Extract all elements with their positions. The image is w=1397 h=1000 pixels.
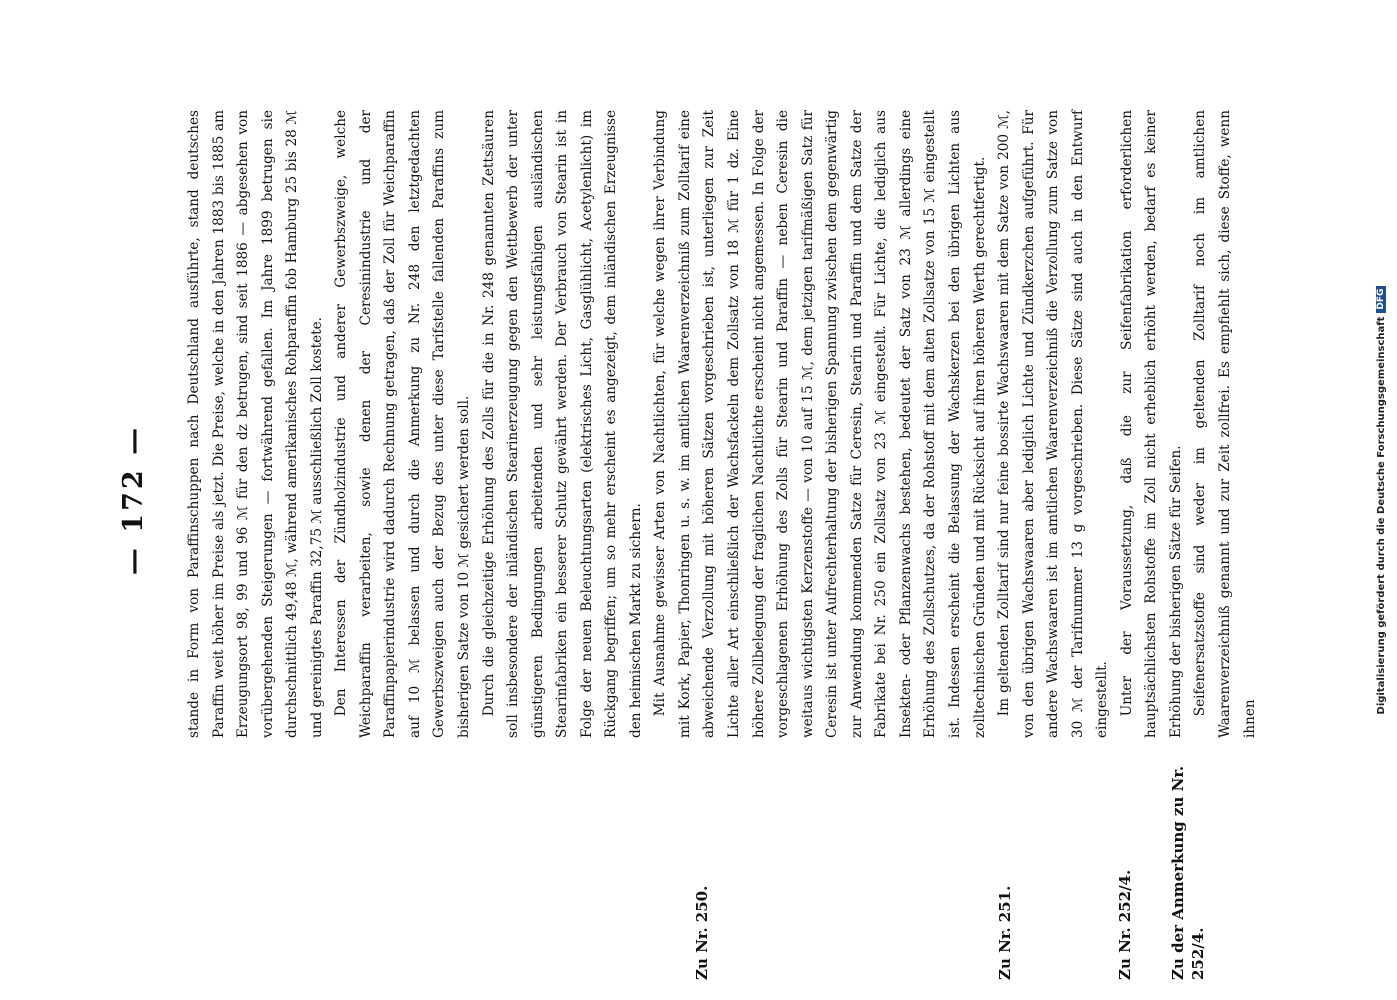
page-number: — 172 —	[118, 424, 149, 576]
paragraph: Den Interessen der Zündholzindustrie und anderer Gewerbszweige, welche Weichparaffin verarbeiten, sowie denen der Ceresinindustrie und der Paraffinpapierindustrie wird dadurch Rechnung getragen, daß der Zoll für Weichparaffin auf 10 ℳ belassen und durch die Anmerkung zu Nr. 248 den letztgedachten Gewerbszweigen auch der Bezug des unter diese Tarifstelle fallenden Paraffins zum bisherigen Satze von 10 ℳ gesichert werden soll.	[333, 110, 473, 738]
paragraph: Im geltenden Zolltarif sind nur feine bossirte Wachswaaren mit dem Satze von 200 ℳ, von den übrigen Wachswaaren aber lediglich Lichte und Zündkerzchen aufgeführt. Für andere Wachswaaren ist im amtlichen Waarenverzeichniß die Verzollung zum Satze von 30 ℳ der Tarifnummer 13 g vorgeschrieben. Diese Sätze sind auch in den Entwurf eingestellt.	[996, 110, 1111, 738]
dfg-logo: DFG	[1376, 286, 1386, 313]
paragraph: Seifenersatzstoffe sind weder im geltenden Zolltarif noch im amtlichen Waarenverzeichniß genannt und zur Zeit zollfrei. Es empfiehlt sich, diese Stoffe, wenn ihnen	[1192, 110, 1258, 738]
margin-note-nr-252-4: Zu Nr. 252/4.	[1116, 869, 1134, 980]
digitization-text: Digitalisierung gefördert durch die Deutsche Forschungsgemeinschaft	[1376, 316, 1387, 715]
margin-note-anmerkung-nr-252-4: Zu der Anmerkung zu Nr. 252/4.	[1169, 765, 1207, 980]
digitization-note	[1376, 0, 1387, 1000]
body-text	[182, 110, 1262, 738]
paragraph: Mit Ausnahme gewisser Arten von Nachtlichten, für welche wegen ihrer Verbindung mit Kork, Papier, Thonringen u. s. w. im amtlichen Waarenverzeichniß zum Zolltarif eine abweichende Verzollung mit höheren Sätzen vorgeschrieben ist, unterliegen zur Zeit Lichte aller Art einschließlich der Wachsfackeln dem Zollsatz von 18 ℳ für 1 dz. Eine höhere Zollbelegung der fraglichen Nachtlichte erscheint nicht angemessen. In Folge der vorgeschlagenen Erhöhung des Zolls für Stearin und Paraffin — neben Ceresin die weitaus wichtigsten Kerzenstoffe — von 10 auf 15 ℳ, dem jetzigen tarifmäßigen Satz für Ceresin ist unter Aufrechterhaltung der bisherigen Spannung zwischen dem gegenwärtig zur Anwendung kommenden Satze für Ceresin, Stearin und Paraffin und dem Satze der Fabrikate bei Nr. 250 ein Zollsatz von 23 ℳ eingestellt. Für Lichte, die lediglich aus Insekten- oder Pflanzenwachs bestehen, bedeutet der Satz von 23 ℳ allerdings eine Erhöhung des Zollschutzes, da der Rohstoff mit dem alten Zollsatze von 15 ℳ eingestellt ist. Indessen erscheint die Belassung der Wachskerzen bei den übrigen Lichten aus zolltechnischen Gründen und mit Rücksicht auf ihren höheren Werth gerechtfertigt.	[652, 110, 988, 738]
paragraph: stande in Form von Paraffinschuppen nach Deutschland ausführte, stand deutsches Paraffin weit höher im Preise als jetzt. Die Preise, welche in den Jahren 1883 bis 1885 am Erzeugungsort 98, 99 und 96 ℳ für den dz betrugen, sind seit 1886 — abgesehen von vorübergehenden Steigerungen — fortwährend gefallen. Im Jahre 1899 betrugen sie durchschnittlich 49,48 ℳ, während amerikanisches Rohparaffin fob Hamburg 25 bis 28 ℳ und gereinigtes Paraffin 32,75 ℳ ausschließlich Zoll kostete.	[186, 110, 325, 738]
paragraph: Durch die gleichzeitige Erhöhung des Zolls für die in Nr. 248 genannten Zettsäuren soll insbesondere der inländischen Stearinerzeugung gegen den Wettbewerb der unter günstigeren Bedingungen arbeitenden und sehr leistungsfähigen ausländischen Stearinfabriken ein besserer Schutz gewährt werden. Der Verbrauch von Stearin ist in Folge der neuen Beleuchtungsarten (elektrisches Licht, Gasglühlicht, Acetylenlicht) im Rückgang begriffen; um so mehr erscheint es angezeigt, dem inländischen Erzeugnisse den heimischen Markt zu sichern.	[480, 110, 644, 738]
margin-note-nr-250: Zu Nr. 250.	[693, 885, 711, 980]
margin-note-nr-251: Zu Nr. 251.	[996, 885, 1014, 980]
paragraph: Unter der Voraussetzung, daß die zur Seifenfabrikation erforderlichen hauptsächlichsten Rohstoffe im Zoll nicht erheblich erhöht werden, bedarf es keiner Erhöhung der bisherigen Sätze für Seifen.	[1118, 110, 1184, 738]
